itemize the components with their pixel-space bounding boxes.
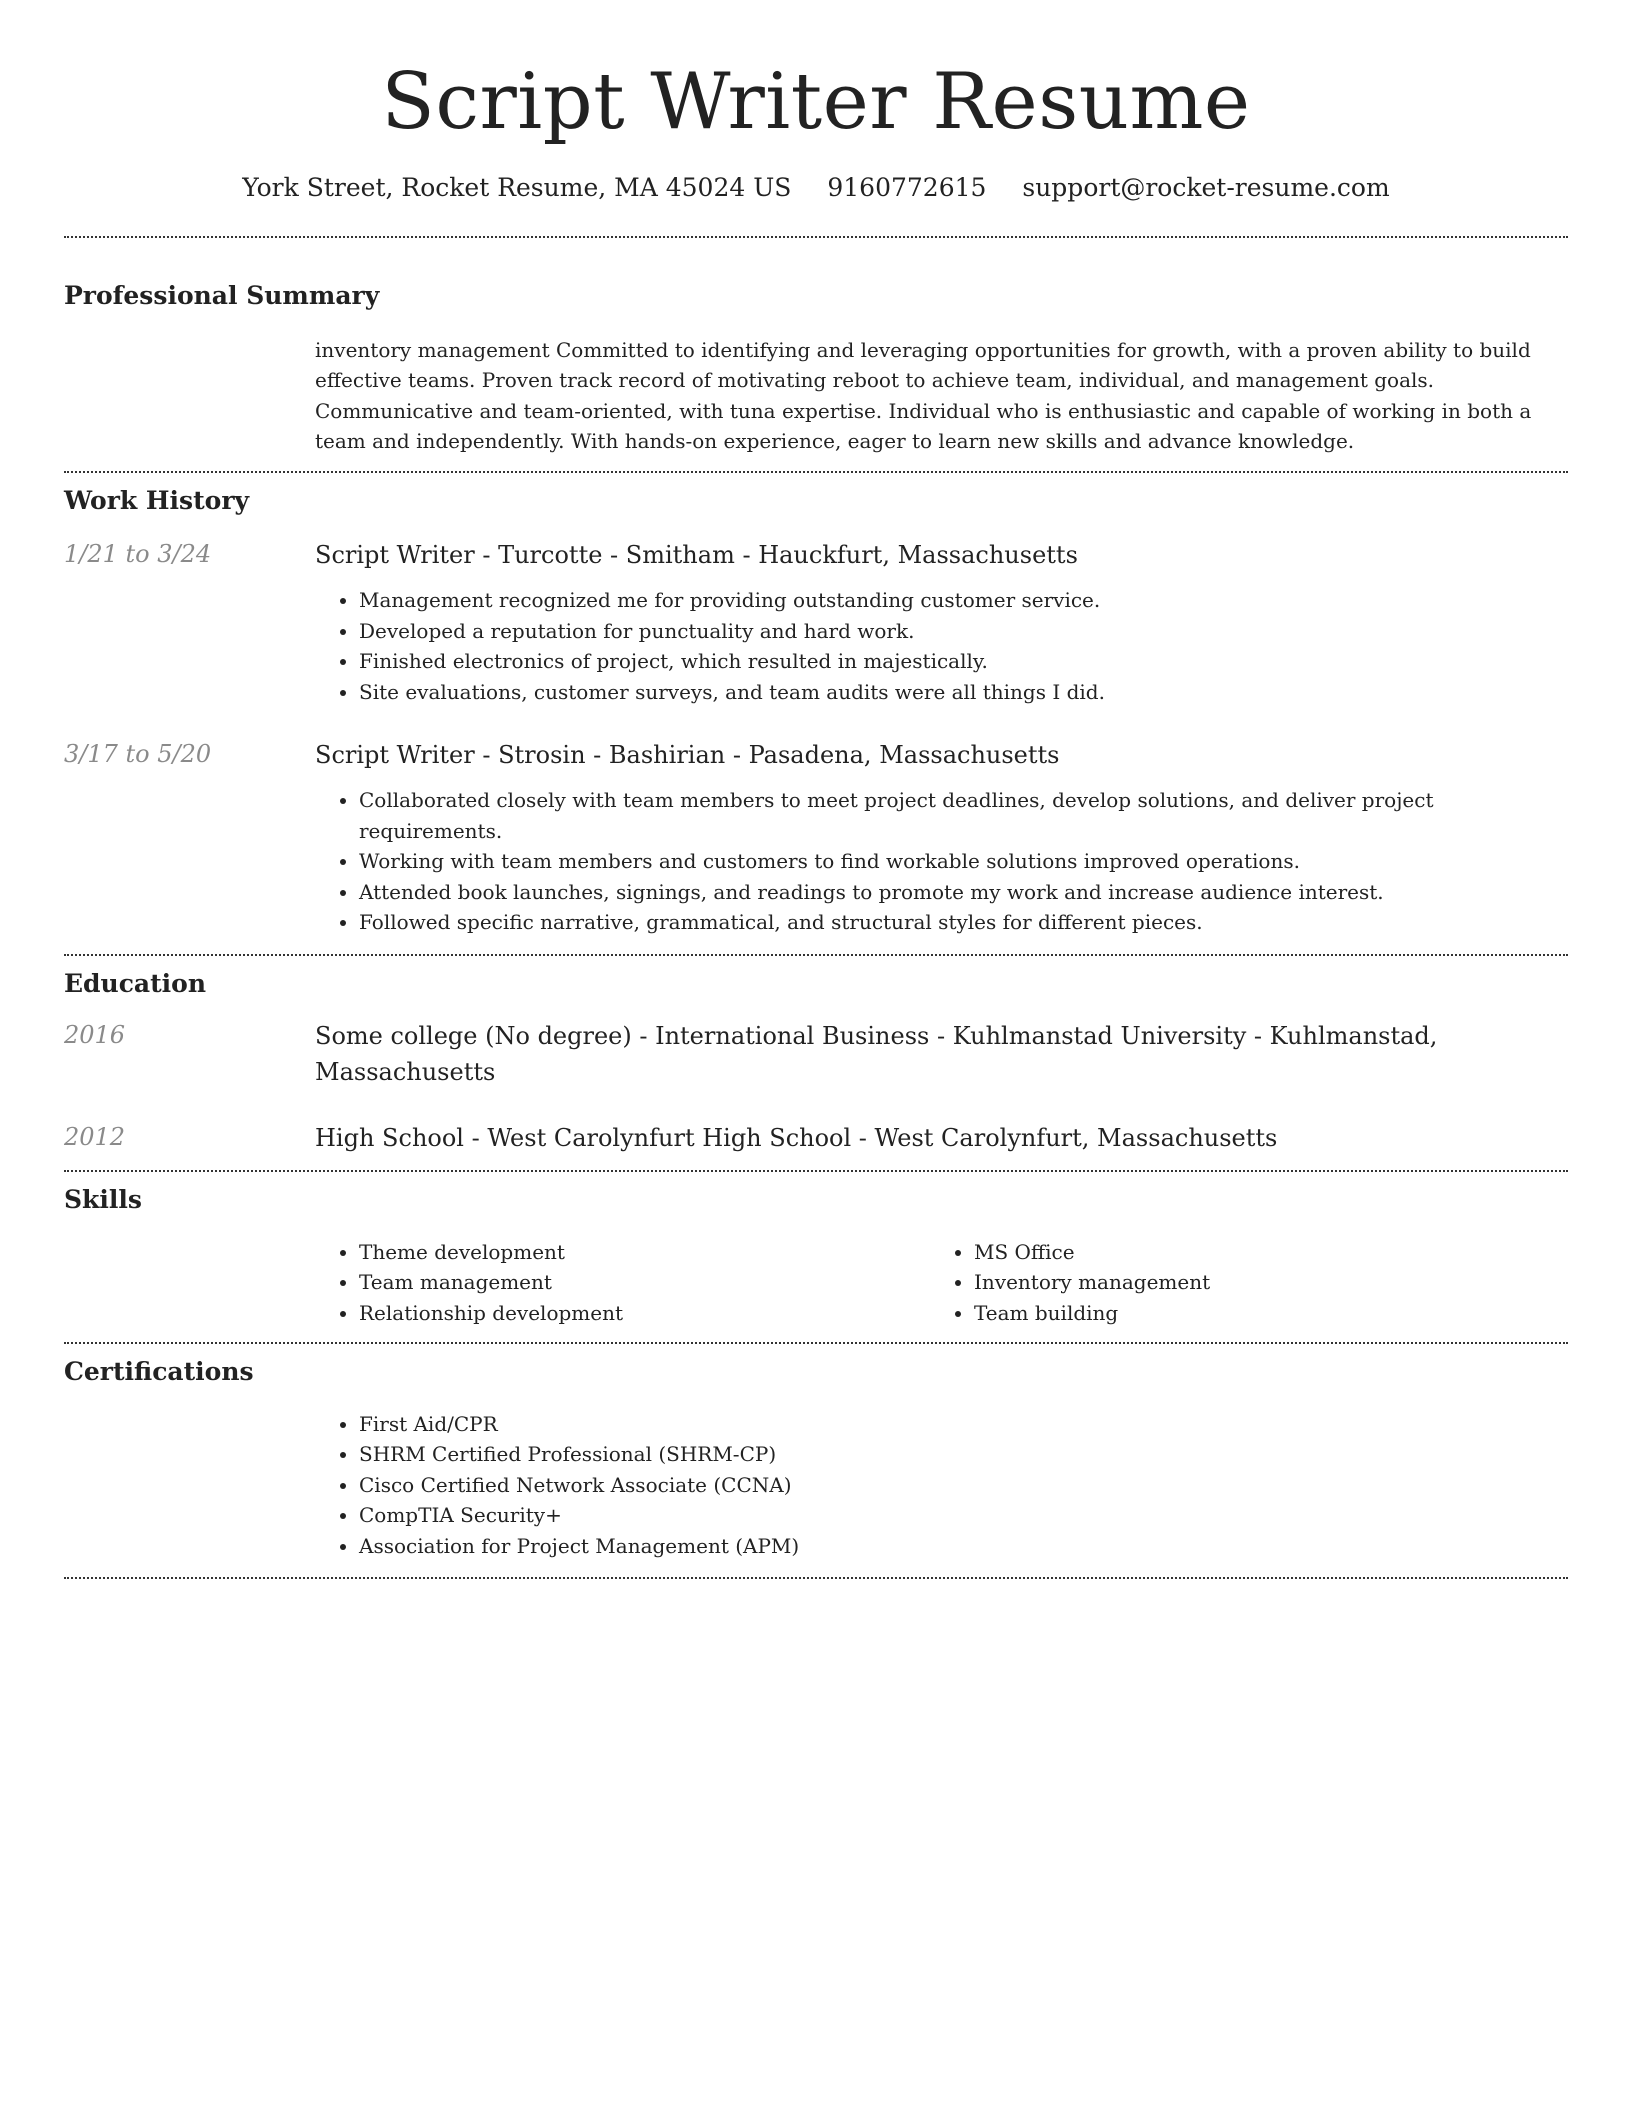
- skill-item: • MS Office: [974, 1237, 1545, 1268]
- section-summary: [64, 280, 1568, 457]
- contact-email: support@rocket-resume.com: [1022, 172, 1390, 202]
- certification-item: • Cisco Certified Network Associate (CCNA): [359, 1470, 1568, 1501]
- skill-item: • Relationship development: [359, 1298, 930, 1329]
- section-skills: [64, 1184, 1568, 1328]
- education-year: 2012: [64, 1123, 126, 1152]
- section-work-history: [64, 485, 1568, 938]
- job-title: Script Writer - Turcotte - Smitham - Hauckfurt, Massachusetts: [315, 541, 1078, 570]
- contact-line: [64, 172, 1568, 205]
- education-year: 2016: [64, 1021, 126, 1050]
- education-content: [315, 1018, 1568, 1090]
- skills-list-left: [315, 1237, 930, 1329]
- section-title-work: Work History: [64, 485, 250, 515]
- education-text: Some college (No degree) - International Business - Kuhlmanstad University - Kuhlmanstad, Massachusetts: [315, 1022, 1438, 1087]
- resume-title: Script Writer Resume: [381, 57, 1251, 147]
- job-entry: [64, 737, 1568, 938]
- skill-item: • Team building: [974, 1298, 1545, 1329]
- summary-text: inventory management Committed to identifying and leveraging opportunities for growth, with a proven ability to build effective teams. Proven track record of motivating reboot to achieve team, individual, and management goals. Communicative and team-oriented, with tuna expertise. Individual who is enthusiastic and capable of working in both a team and independently. With hands-on experience, eager to learn new skills and advance knowledge.: [315, 337, 1532, 454]
- section-title-summary: Professional Summary: [64, 281, 380, 311]
- divider-skills: [64, 1342, 1568, 1344]
- divider-education: [64, 1170, 1568, 1172]
- job-bullet: • Collaborated closely with team members to meet project deadlines, develop solutions, and deliver project requirements.: [359, 785, 1568, 846]
- job-bullet: • Management recognized me for providing outstanding customer service.: [359, 585, 1568, 616]
- section-title-education: Education: [64, 968, 207, 998]
- section-certifications: [64, 1356, 1568, 1561]
- resume-page: [64, 0, 1568, 1579]
- job-bullet: • Developed a reputation for punctuality and hard work.: [359, 616, 1568, 647]
- divider-work: [64, 954, 1568, 956]
- job-bullet: • Followed specific narrative, grammatical, and structural styles for different pieces.: [359, 907, 1568, 938]
- section-education: [64, 968, 1568, 1157]
- certification-item: • SHRM Certified Professional (SHRM-CP): [359, 1439, 1568, 1470]
- job-bullet: • Finished electronics of project, which resulted in majestically.: [359, 646, 1568, 677]
- contact-phone: 9160772615: [827, 172, 987, 202]
- education-entry: [64, 1018, 1568, 1090]
- skills-column-left: [315, 1237, 930, 1329]
- section-title-skills: Skills: [64, 1185, 142, 1215]
- certification-item: • CompTIA Security+: [359, 1500, 1568, 1531]
- certification-item: • Association for Project Management (APM): [359, 1531, 1568, 1562]
- education-text: High School - West Carolynfurt High School - West Carolynfurt, Massachusetts: [315, 1124, 1278, 1153]
- job-dates: 1/21 to 3/24: [64, 540, 212, 569]
- certifications-row: [64, 1409, 1568, 1562]
- divider-summary: [64, 471, 1568, 473]
- summary-content: [315, 335, 1568, 457]
- education-entry: [64, 1120, 1568, 1156]
- job-entry: [64, 537, 1568, 707]
- skills-column-right: [930, 1237, 1545, 1329]
- skills-grid: [315, 1237, 1568, 1329]
- skill-item: • Inventory management: [974, 1267, 1545, 1298]
- certifications-list: [315, 1409, 1568, 1562]
- job-title: Script Writer - Strosin - Bashirian - Pasadena, Massachusetts: [315, 741, 1060, 770]
- job-bullets: [315, 585, 1568, 707]
- skills-list-right: [930, 1237, 1545, 1329]
- skills-row: [64, 1237, 1568, 1329]
- job-bullets: [315, 785, 1568, 938]
- certification-item: • First Aid/CPR: [359, 1409, 1568, 1440]
- job-bullet: • Attended book launches, signings, and readings to promote my work and increase audience interest.: [359, 877, 1568, 908]
- job-content: [315, 537, 1568, 707]
- job-bullet: • Site evaluations, customer surveys, and team audits were all things I did.: [359, 677, 1568, 708]
- certifications-content: [315, 1409, 1568, 1562]
- job-content: [315, 737, 1568, 938]
- skill-item: • Team management: [359, 1267, 930, 1298]
- summary-row: [64, 335, 1568, 457]
- education-content: [315, 1120, 1568, 1156]
- divider-certifications: [64, 1577, 1568, 1579]
- job-bullet: • Working with team members and customers to find workable solutions improved operations.: [359, 846, 1568, 877]
- divider-header: [64, 236, 1568, 238]
- section-title-certifications: Certifications: [64, 1357, 254, 1387]
- job-dates: 3/17 to 5/20: [64, 740, 212, 769]
- skill-item: • Theme development: [359, 1237, 930, 1268]
- contact-address: York Street, Rocket Resume, MA 45024 US: [242, 172, 792, 202]
